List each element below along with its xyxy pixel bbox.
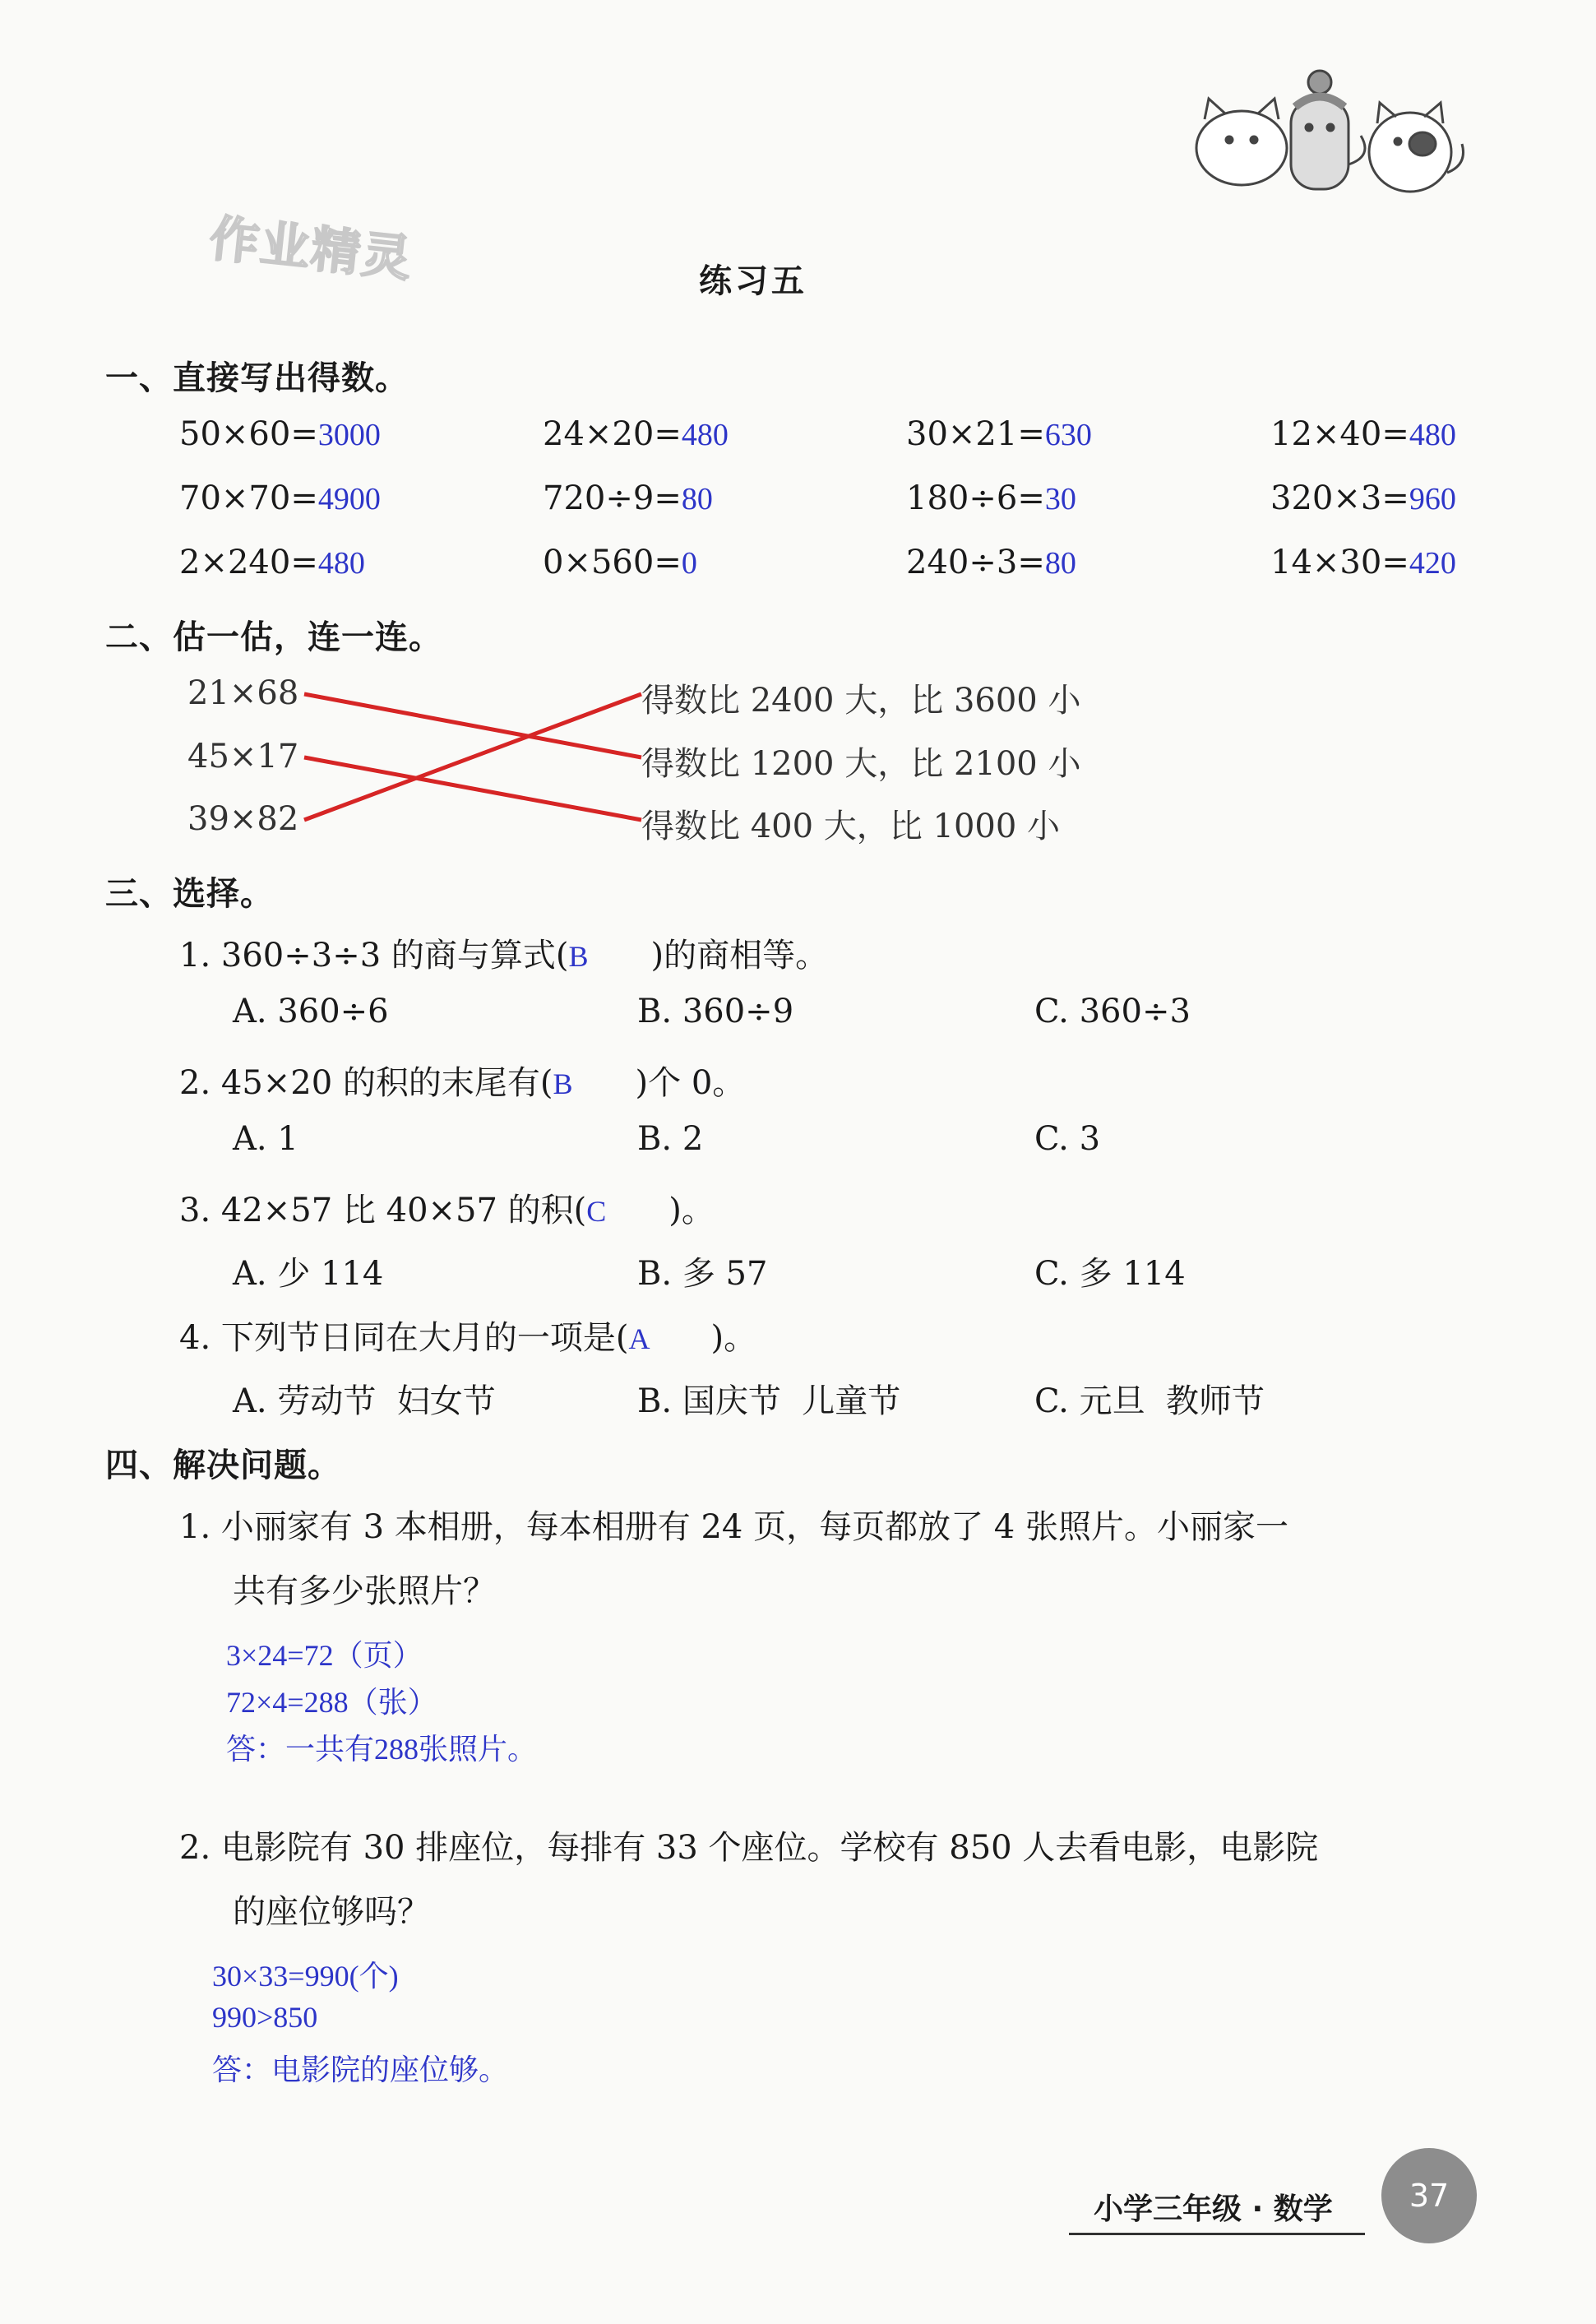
problem-text: 2. 电影院有 30 排座位，每排有 33 个座位。学校有 850 人去看电影，电影院	[179, 1829, 1319, 1867]
choice-stem	[179, 1312, 756, 1359]
calc-item	[543, 544, 697, 581]
match-left-item: 45×17	[187, 738, 299, 775]
calc-answer: 480	[317, 546, 365, 581]
problem-text: 1. 小丽家有 3 本相册，每本相册有 24 页，每页都放了 4 张照片。小丽家一	[179, 1508, 1288, 1546]
choice-stem-text: )的商相等。	[650, 937, 829, 975]
section-1-heading: 一、直接写出得数。	[105, 359, 409, 397]
choice-option: B. 多 57	[637, 1255, 768, 1293]
calc-item	[1270, 479, 1456, 517]
calc-item	[906, 479, 1076, 517]
problem-work: 990>850	[212, 2001, 318, 2034]
calc-answer: 480	[1409, 418, 1456, 452]
choice-stem-text: 1. 360÷3÷3 的商与算式(	[179, 937, 569, 975]
calc-expression: 240÷3=	[906, 544, 1045, 581]
choice-option: B. 2	[637, 1120, 704, 1158]
calc-item	[1270, 544, 1456, 581]
calc-expression: 50×60=	[179, 415, 318, 453]
problem-work: 72×4=288（张）	[226, 1686, 437, 1719]
match-right-item: 得数比 2400 大，比 3600 小	[641, 682, 1081, 720]
calc-answer: 960	[1409, 482, 1456, 516]
match-left-item: 39×82	[187, 800, 299, 838]
choice-option: A. 360÷6	[233, 993, 389, 1030]
problem-work: 30×33=990(个)	[212, 1960, 399, 1993]
problem-work: 答：一共有288张照片。	[226, 1733, 538, 1766]
choice-option: B. 360÷9	[637, 993, 794, 1030]
choice-stem	[179, 929, 828, 976]
watermark: 作业精灵	[206, 210, 416, 289]
choice-option: A. 劳动节 妇女节	[233, 1382, 496, 1420]
match-right-item: 得数比 400 大，比 1000 小	[641, 808, 1061, 845]
calc-expression: 0×560=	[543, 544, 682, 581]
calc-item	[906, 415, 1092, 453]
choice-option: A. 1	[233, 1120, 298, 1158]
problem-text: 的座位够吗？	[233, 1893, 430, 1931]
match-line	[304, 694, 641, 757]
choice-stem-text: )。	[668, 1192, 715, 1229]
section-4-heading: 四、解决问题。	[105, 1447, 341, 1484]
calc-answer: 80	[681, 482, 713, 516]
choice-answer: B	[553, 1067, 573, 1100]
calc-answer: 80	[1044, 546, 1076, 581]
calc-expression: 12×40=	[1270, 415, 1409, 453]
calc-expression: 180÷6=	[906, 479, 1045, 517]
calc-expression: 24×20=	[543, 415, 682, 453]
choice-option: C. 3	[1034, 1120, 1101, 1158]
choice-stem-text: )个 0。	[635, 1064, 746, 1102]
calc-answer: 4900	[317, 482, 381, 516]
section-3-heading: 三、选择。	[105, 875, 274, 913]
problem-work: 答：电影院的座位够。	[212, 2053, 509, 2086]
calc-item	[543, 479, 713, 517]
section-2-heading: 二、估一估，连一连。	[105, 618, 442, 656]
problem-text: 共有多少张照片？	[233, 1572, 496, 1610]
calc-item	[906, 544, 1076, 581]
choice-option: A. 少 114	[233, 1255, 384, 1293]
choice-answer: C	[586, 1195, 607, 1228]
calc-expression: 320×3=	[1270, 479, 1409, 517]
match-line	[304, 694, 641, 820]
calc-answer: 0	[681, 546, 697, 581]
choice-stem	[179, 1057, 745, 1104]
choice-stem-text: 2. 45×20 的积的末尾有(	[179, 1064, 553, 1102]
choice-stem-text: 4. 下列节日同在大月的一项是(	[179, 1319, 629, 1357]
match-left-item: 21×68	[187, 674, 299, 712]
calc-item	[179, 415, 381, 453]
calc-item	[179, 479, 381, 517]
calc-item	[1270, 415, 1456, 453]
footer-rule	[1069, 2233, 1365, 2235]
calc-expression: 2×240=	[179, 544, 318, 581]
calc-item	[543, 415, 729, 453]
choice-stem	[179, 1184, 715, 1231]
choice-answer: A	[628, 1322, 650, 1355]
choice-stem-text: )。	[710, 1319, 757, 1357]
footer-label: 小学三年级 · 数学	[1094, 2192, 1333, 2226]
match-right-item: 得数比 1200 大，比 2100 小	[641, 745, 1081, 783]
calc-answer: 630	[1044, 418, 1092, 452]
calc-answer: 420	[1409, 546, 1456, 581]
choice-option: C. 360÷3	[1034, 993, 1191, 1030]
choice-option: C. 多 114	[1034, 1255, 1186, 1293]
calc-answer: 3000	[317, 418, 381, 452]
problem-work: 3×24=72（页）	[226, 1639, 423, 1672]
calc-answer: 30	[1044, 482, 1076, 516]
choice-answer: B	[568, 940, 589, 973]
calc-answer: 480	[681, 418, 729, 452]
choice-stem-text: 3. 42×57 比 40×57 的积(	[179, 1192, 587, 1229]
calc-expression: 720÷9=	[543, 479, 682, 517]
calc-expression: 30×21=	[906, 415, 1045, 453]
calc-item	[179, 544, 365, 581]
page-number: 37	[1381, 2148, 1477, 2243]
calc-expression: 70×70=	[179, 479, 318, 517]
choice-option: C. 元旦 教师节	[1034, 1382, 1265, 1420]
choice-option: B. 国庆节 儿童节	[637, 1382, 901, 1420]
cats-illustration-icon	[1184, 58, 1480, 197]
page-title: 练习五	[699, 262, 807, 300]
calc-expression: 14×30=	[1270, 544, 1409, 581]
match-line	[304, 757, 641, 820]
